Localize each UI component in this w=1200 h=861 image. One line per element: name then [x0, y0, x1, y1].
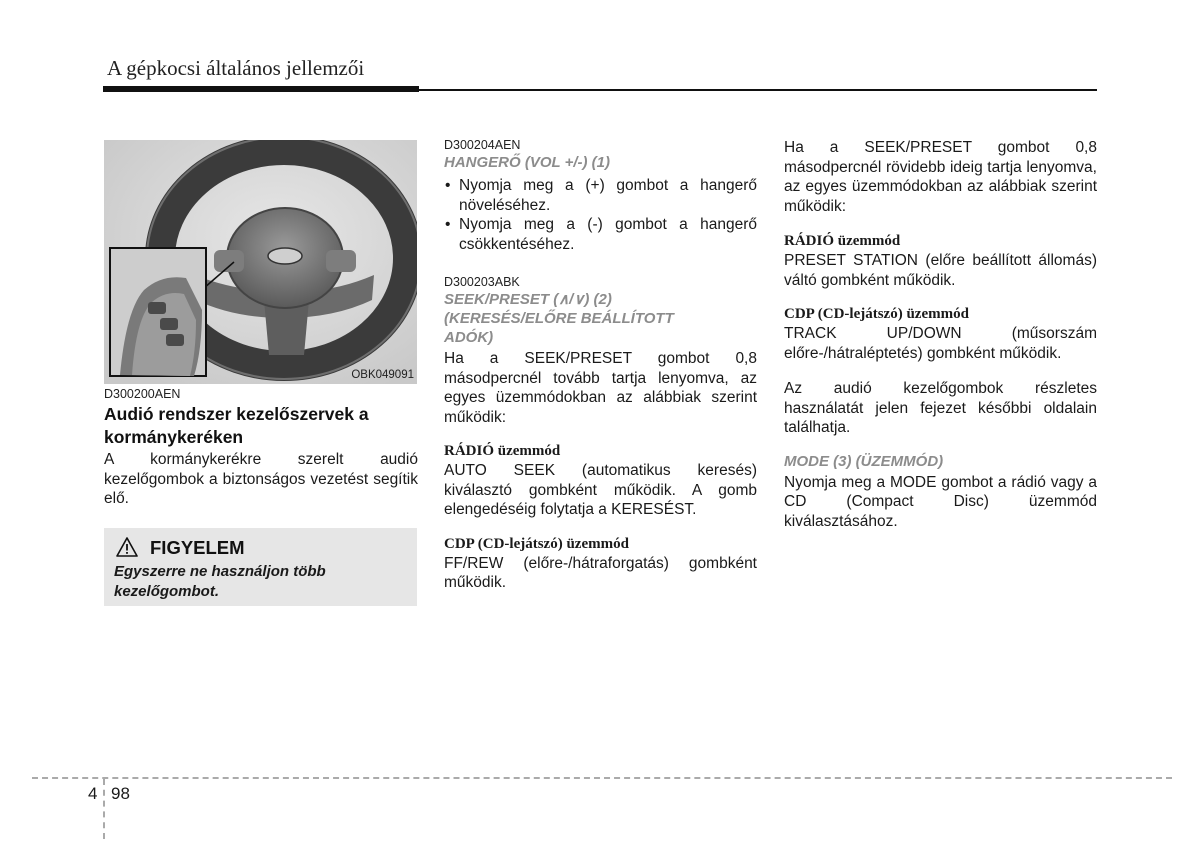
short-press-body: Ha a SEEK/PRESET gombot 0,8 másodpercnél rövidebb ideig tartja lenyomva, az egyes üzemmódokban az alábbiak szerint működik: — [784, 139, 1097, 215]
chapter-number: 4 — [88, 784, 98, 803]
mode-body: Nyomja meg a MODE gombot a rádió vagy a CD (Compact Disc) üzemmód kiválasztásához. — [784, 473, 1097, 530]
warning-triangle-icon — [116, 537, 138, 557]
warning-title: FIGYELEM — [150, 537, 245, 558]
cdp-mode-heading: CDP (CD-lejátszó) üzemmód — [784, 306, 969, 322]
volume-bullet-list — [444, 176, 757, 254]
header-rule-thick — [103, 86, 419, 92]
figure-label: OBK049091 — [351, 369, 414, 381]
section-heading-line2: kormánykeréken — [104, 427, 244, 447]
steering-wheel-illustration — [104, 140, 417, 384]
list-item: • Nyomja meg a (-) gombot a hangerő csökkentéséhez. — [444, 215, 757, 254]
section-heading-line1: Audió rendszer kezelőszervek a — [104, 404, 369, 424]
radio-mode-text: AUTO SEEK (automatikus keresés) kiválasztó gombként működik. A gomb elengedéséig folytatja a KERESÉST. — [444, 462, 757, 518]
cdp-mode-text: FF/REW (előre-/hátraforgatás) gombként működik. — [444, 554, 757, 591]
seek-subheading-line3: ADÓK) — [444, 329, 494, 346]
footer-vertical-divider — [103, 779, 105, 839]
column-middle — [444, 137, 757, 593]
header-rule-thin — [419, 89, 1097, 91]
cdp-mode-text: TRACK UP/DOWN (műsorszám előre-/hátraléptetés) gombként működik. — [784, 325, 1097, 362]
mode-subheading: MODE (3) (ÜZEMMÓD) — [784, 452, 944, 470]
audio-controls-section — [104, 386, 418, 509]
column-right — [784, 138, 1097, 531]
seek-body: Ha a SEEK/PRESET gombot 0,8 másodpercnél tovább tartja lenyomva, az egyes üzemmódokban az alábbiak szerint működik: — [444, 350, 757, 426]
section-code: D300203ABK — [444, 275, 520, 289]
volume-subheading: HANGERŐ (VOL +/-) (1) — [444, 154, 610, 171]
seek-subheading-line2: (KERESÉS/ELŐRE BEÁLLÍTOTT — [444, 310, 674, 327]
page-header-title: A gépkocsi általános jellemzői — [107, 56, 365, 80]
cdp-mode-heading: CDP (CD-lejátszó) üzemmód — [444, 535, 629, 552]
warning-box — [104, 528, 417, 606]
section-code: D300204AEN — [444, 138, 521, 152]
page-number: 98 — [111, 784, 130, 803]
radio-mode-text: PRESET STATION (előre beállított állomás) váltó gombként működik. — [784, 252, 1097, 289]
section-body: A kormánykerékre szerelt audió kezelőgombok a biztonságos vezetést segítik elő. — [104, 451, 418, 507]
footer-divider — [32, 777, 1172, 779]
reference-note: Az audió kezelőgombok részletes használatát jelen fejezet későbbi oldalain találhatja. — [784, 380, 1097, 436]
list-item: • Nyomja meg a (+) gombot a hangerő növeléséhez. — [444, 176, 757, 215]
steering-wheel-photo — [104, 140, 417, 384]
warning-text: Egyszerre ne használjon több kezelőgombot. — [114, 563, 326, 600]
section-code: D300200AEN — [104, 387, 181, 401]
radio-mode-heading: RÁDIÓ üzemmód — [444, 443, 561, 459]
radio-mode-heading: RÁDIÓ üzemmód — [784, 233, 901, 249]
seek-subheading-line1: SEEK/PRESET (∧/∨) (2) — [444, 291, 612, 308]
